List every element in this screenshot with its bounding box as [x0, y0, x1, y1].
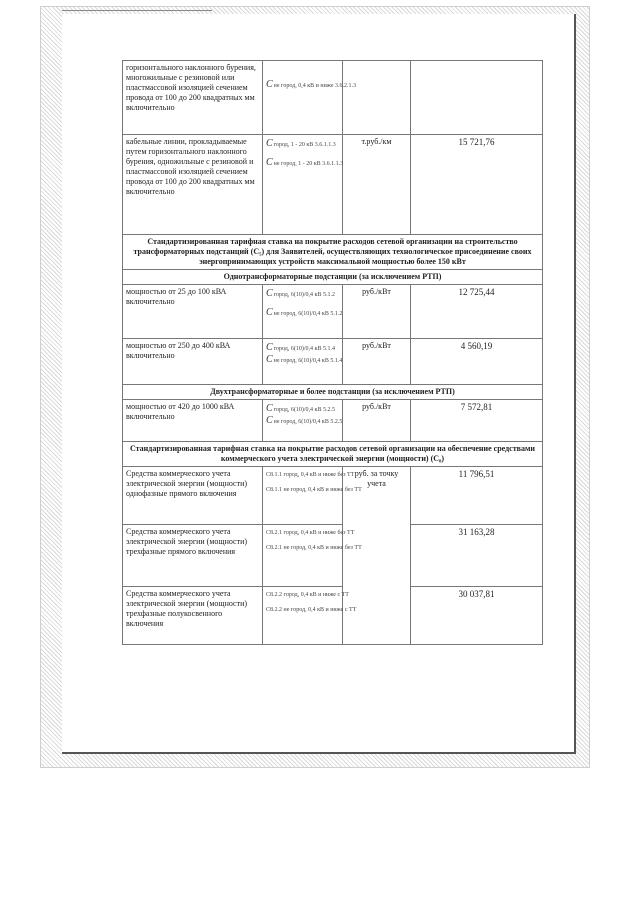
row-description: Средства коммерческого учета электрической энергии (мощности) однофазные прямого включения: [123, 467, 263, 525]
rate-code-cell: [263, 400, 343, 442]
rate-code-cell: [263, 525, 362, 587]
row-description: кабельные линии, прокладываемые путем горизонтального наклонного бурения, одножильные с резиновой и пластмассовой изоляцией сечением провода от 100 до 200 квадратных мм включительно: [123, 135, 263, 235]
row-description: мощностью от 420 до 1000 кВА включительно: [123, 400, 263, 442]
rate-code: С8.2.2 город, 0,4 кВ и ниже с ТТ: [266, 592, 349, 598]
rate-code: Cне город, 6(10)/0,4 кВ 5.1.4: [266, 354, 343, 365]
rate-code-cell: [263, 61, 357, 135]
section-header: Стандартизированная тарифная ставка на покрытие расходов сетевой организации на строительство трансформаторных подстанций (С₅) для Заявителей, осуществляющих технологическое присоединение своих энергопринимающих устройств максимальной мощностью более 150 кВт: [123, 235, 543, 270]
table-row: [123, 525, 543, 587]
table-row: [123, 61, 543, 135]
value-cell: 31 163,28: [411, 525, 543, 587]
group-header: Двухтрансформаторные и более подстанции (за исключением РТП): [123, 385, 543, 400]
unit-cell: руб./кВт: [343, 339, 411, 385]
value-cell: 4 560,19: [411, 339, 543, 385]
row-description: Средства коммерческого учета электрической энергии (мощности) трехфазные прямого включения: [123, 525, 263, 587]
row-description: мощностью от 25 до 100 кВА включительно: [123, 285, 263, 339]
unit-cell: руб./кВт: [343, 285, 411, 339]
rate-code: С8.2.1 не город, 0,4 кВ и ниже без ТТ: [266, 545, 362, 551]
rate-code: Cгород, 6(10)/0,4 кВ 5.1.2: [266, 288, 335, 299]
section-header-row: [123, 235, 543, 270]
row-description: Средства коммерческого учета электрической энергии (мощности) трехфазные полукосвенного включения: [123, 587, 263, 645]
row-description: горизонтального наклонного бурения, многожильные с резиновой или пластмассовой изоляцией сечением провода от 100 до 200 квадратных мм включительно: [123, 61, 263, 135]
table-row: [123, 467, 543, 525]
rate-code-cell: [263, 467, 362, 525]
group-header-row: [123, 270, 543, 285]
rate-code: Cне город, 6(10)/0,4 кВ 5.2.5: [266, 415, 343, 426]
row-description: мощностью от 250 до 400 кВА включительно: [123, 339, 263, 385]
rate-code: Cне город, 0,4 кВ и ниже 3.6.2.1.3: [266, 79, 357, 90]
rate-code: Cгород, 6(10)/0,4 кВ 5.1.4: [266, 342, 335, 353]
rate-code: С8.1.1 город, 0,4 кВ и ниже без ТТ: [266, 472, 355, 478]
tariff-table: [122, 60, 543, 645]
section-header: Стандартизированная тарифная ставка на покрытие расходов сетевой организации на обеспечение средствами коммерческого учета электрической энергии (мощности) (С₈): [123, 442, 543, 467]
value-cell: 30 037,81: [411, 587, 543, 645]
table-row: [123, 339, 543, 385]
rate-code: Cне город, 6(10)/0,4 кВ 5.1.2: [266, 307, 343, 318]
group-header: Однотрансформаторные подстанции (за исключением РТП): [123, 270, 543, 285]
rate-code: Cгород, 1 - 20 кВ 3.6.1.1.3: [266, 138, 336, 149]
rate-code: Cне город, 1 - 20 кВ 3.6.1.1.3: [266, 157, 344, 168]
unit-cell: руб. за точку учета: [343, 467, 411, 645]
rate-code-cell: [263, 587, 357, 645]
value-cell: 7 572,81: [411, 400, 543, 442]
rate-code: С8.1.1 не город, 0,4 кВ и ниже без ТТ: [266, 487, 362, 493]
group-header-row: [123, 385, 543, 400]
rate-code-cell: [263, 285, 343, 339]
rate-code: С8.2.1 город, 0,4 кВ и ниже без ТТ: [266, 530, 355, 536]
rate-code-cell: [263, 339, 343, 385]
table-row: [123, 135, 543, 235]
table-row: [123, 285, 543, 339]
unit-cell: [343, 61, 411, 135]
rate-code: С8.2.2 не город, 0,4 кВ и ниже с ТТ: [266, 607, 357, 613]
unit-cell: т.руб./км: [343, 135, 411, 235]
value-cell: 12 725,44: [411, 285, 543, 339]
unit-cell: руб./кВт: [343, 400, 411, 442]
value-cell: 15 721,76: [411, 135, 543, 235]
rate-code-cell: [263, 135, 343, 235]
value-cell: 11 796,51: [411, 467, 543, 525]
rate-code: Cгород, 6(10)/0,4 кВ 5.2.5: [266, 403, 335, 414]
value-cell: [411, 61, 543, 135]
header-rule: [62, 10, 212, 11]
table-row: [123, 587, 543, 645]
table-row: [123, 400, 543, 442]
section-header-row: [123, 442, 543, 467]
